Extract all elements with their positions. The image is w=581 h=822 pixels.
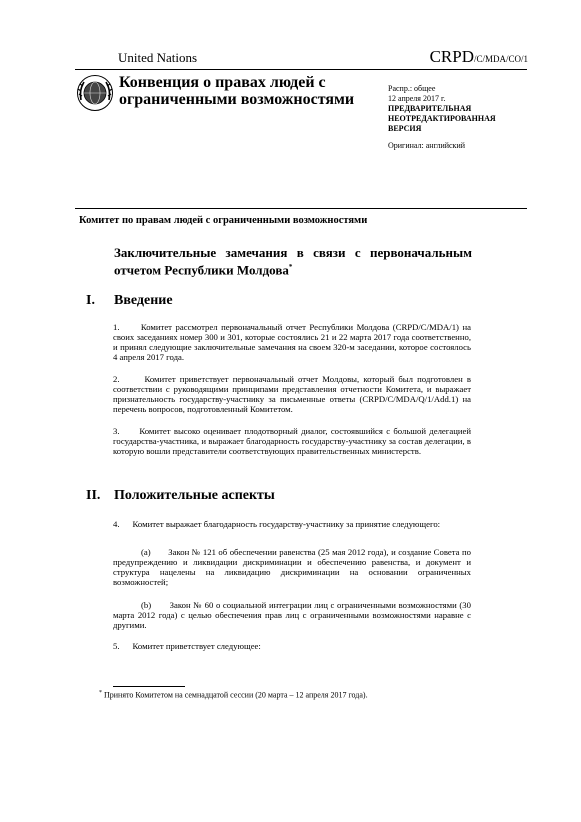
original-language: Оригинал: английский: [388, 141, 465, 150]
paragraph-3: 3. Комитет высоко оценивает плодотворный диалог, состоявшийся с большой делегацией государства-участника, и выражает благодарность государству-участнику за состав делегации, в которую вошли представители соответствующих правительственных министерств.: [113, 426, 471, 456]
symbol-main: CRPD: [429, 47, 474, 66]
convention-title-line2: ограниченными возможностями: [119, 91, 355, 108]
section-number: I.: [86, 293, 95, 308]
status-line-2: НЕОТРЕДАКТИРОВАННАЯ: [388, 114, 496, 123]
section-number: II.: [86, 488, 101, 503]
paragraph-2: 2. Комитет приветствует первоначальный отчет Молдовы, который был подготовлен в соответствии с руководящими принципами представления отчетности Комитета, и выражает признательность государству-участнику за письменные ответы (CRPD/C/MDA/Q/1/Add.1) на перечень вопросов, подготовленный Комитетом.: [113, 374, 471, 414]
document-title-footnote-mark: *: [288, 263, 293, 271]
footnote-mark: *: [99, 690, 102, 696]
footnote-rule: [113, 686, 185, 687]
committee-rule: [75, 208, 527, 209]
paragraph-4a: (a) Закон № 121 об обеспечении равенства (25 мая 2012 года), и создание Совета по предупреждению и ликвидации дискриминации и обеспечению равенства, и документ и структура нацелены на ликвидацию дискриминации на основании ограниченных возможностей;: [113, 547, 471, 587]
document-symbol: [118, 47, 528, 67]
distribution: Распр.: общее: [388, 84, 436, 93]
un-emblem-icon: [76, 74, 114, 112]
organization-name: United Nations: [118, 50, 198, 65]
footnote-text: Принято Комитетом на семнадцатой сессии (20 марта – 12 апреля 2017 года).: [104, 690, 368, 700]
convention-title-line1: Конвенция о правах людей с: [119, 74, 326, 91]
paragraph-4b: (b) Закон № 60 о социальной интеграции лиц с ограниченными возможностями (30 марта 2012 года) с целью обеспечения прав лиц с ограниченными возможностями наравне с другими.: [113, 600, 471, 630]
status-line-1: ПРЕДВАРИТЕЛЬНАЯ: [388, 104, 472, 113]
paragraph-4: 4. Комитет выражает благодарность государству-участнику за принятие следующего:: [113, 519, 441, 529]
section-title: Введение: [114, 293, 173, 308]
section-title: Положительные аспекты: [114, 488, 275, 503]
document-title-text: Заключительные замечания в связи с первоначальным отчетом Республики Молдова: [114, 245, 472, 278]
document-meta: [388, 84, 528, 151]
status-line-3: ВЕРСИЯ: [388, 124, 422, 133]
paragraph-5: 5. Комитет приветствует следующее:: [113, 641, 261, 651]
document-date: 12 апреля 2017 г.: [388, 94, 446, 103]
header-rule: [75, 69, 527, 70]
committee-name: Комитет по правам людей с ограниченными возможностями: [79, 215, 368, 226]
symbol-suffix: /C/MDA/CO/1: [473, 54, 528, 64]
footnote: [99, 690, 368, 700]
convention-title: [119, 74, 374, 108]
paragraph-1: 1. Комитет рассмотрел первоначальный отчет Республики Молдова (CRPD/C/MDA/1) на своих заседаниях номер 300 и 301, которые состоялись 21 и 22 марта 2017 года соответственно, и принял следующие заключительные замечания на своем 320-м заседании, которое состоялось 4 апреля 2017 года.: [113, 322, 471, 362]
document-title: [114, 246, 472, 277]
